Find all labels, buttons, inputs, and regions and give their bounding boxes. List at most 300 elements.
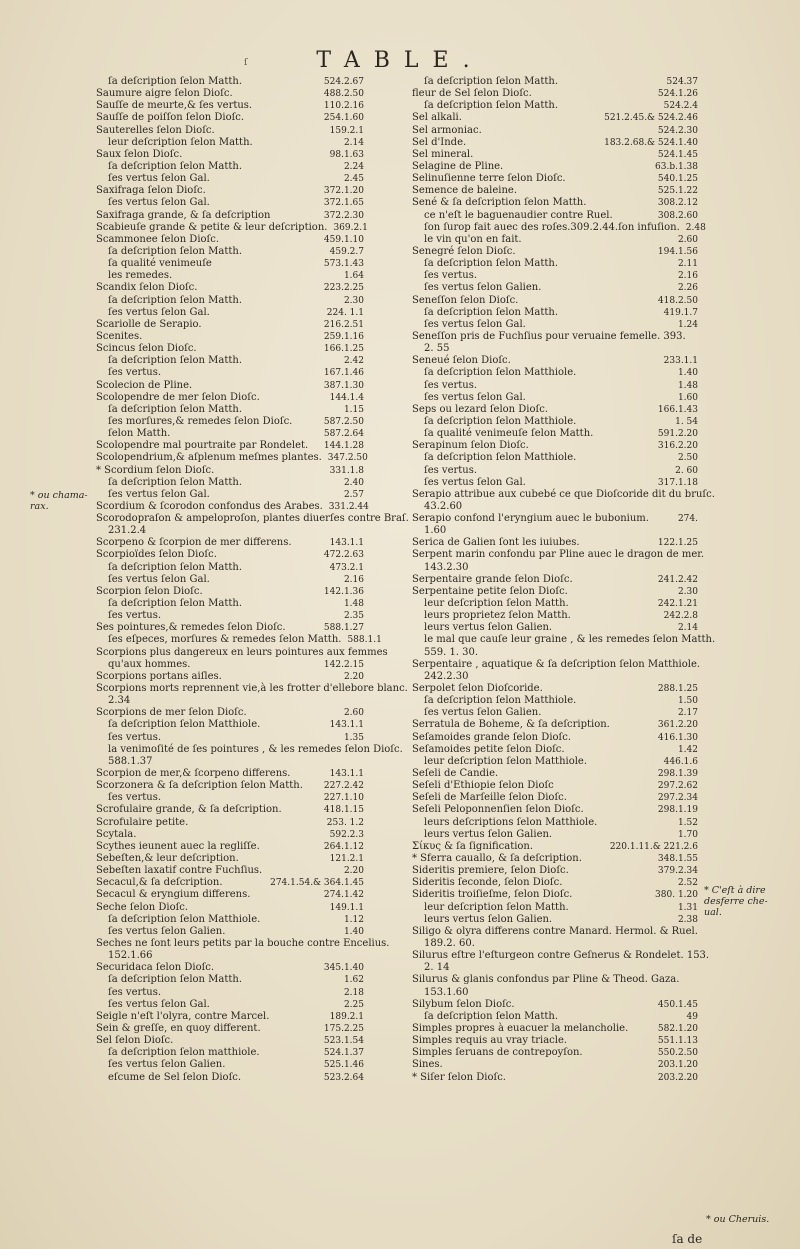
index-entry	[412, 246, 698, 258]
entry-text: ſa deſcription ſelon Matth.	[424, 100, 559, 112]
entry-text: le vin qu'on en fait.	[424, 233, 522, 245]
entry-page-ref: 525.1.22	[657, 186, 698, 197]
entry-page-ref: 194.1.56	[657, 246, 698, 257]
index-entry	[412, 537, 698, 549]
entry-text: ſelon Matth.	[108, 428, 171, 440]
entry-text: Scabieuſe grande & petite & leur deſcription.	[96, 221, 328, 233]
index-entry	[96, 149, 364, 161]
index-entry	[96, 1059, 364, 1071]
index-column-left	[96, 76, 409, 1084]
index-entry	[412, 683, 698, 695]
index-entry	[96, 598, 364, 610]
index-entry	[96, 343, 364, 355]
entry-text: ſa deſcription ſelon Matthiole.	[424, 695, 577, 707]
entry-page-ref: 189.2.1	[329, 1011, 364, 1022]
entry-text: ſa deſcription ſelon Matth.	[108, 355, 243, 367]
entry-text: Seches ne ſont leurs petits par la bouche contre Encelius.	[96, 937, 390, 949]
index-entry	[412, 149, 698, 161]
index-entry	[412, 1023, 698, 1035]
index-entry	[412, 307, 698, 319]
entry-page-ref: 419.1.7	[663, 307, 698, 318]
index-entry	[96, 489, 364, 501]
index-entry	[96, 574, 364, 586]
index-entry	[412, 744, 698, 756]
index-entry	[96, 865, 364, 877]
entry-text: Sel armoniac.	[412, 124, 482, 136]
entry-text: ſa deſcription ſelon Matthiole.	[108, 913, 261, 925]
entry-page-ref: 524.1.26	[657, 89, 698, 100]
entry-text: Sauterelles ſelon Dioſc.	[96, 124, 215, 136]
index-entry	[96, 161, 364, 173]
entry-text: leurs vertus ſelon Galien.	[424, 622, 553, 634]
entry-page-ref: 1.48	[343, 599, 364, 610]
entry-text: ſes vertus ſelon Gal.	[424, 476, 526, 488]
index-entry	[412, 926, 698, 938]
index-entry	[96, 719, 364, 731]
entry-page-ref: 254.1.60	[323, 113, 364, 124]
entry-page-ref: 159.2.1	[329, 125, 364, 136]
entry-text: ſes vertus.	[108, 367, 162, 379]
entry-text: Scorpioïdes ſelon Dioſc.	[96, 549, 217, 561]
entry-page-ref: 523.1.54	[323, 1036, 364, 1047]
entry-text: ſes vertus ſelon Gal.	[108, 998, 210, 1010]
entry-page-ref: 1.15	[343, 404, 364, 415]
entry-text: Securidaca ſelon Dioſc.	[96, 962, 215, 974]
entry-text: ſes vertus.	[108, 986, 162, 998]
entry-page-ref: 525.1.46	[323, 1060, 364, 1071]
index-entry	[412, 465, 698, 477]
index-entry	[96, 137, 364, 149]
entry-text: leur deſcription ſelon Matthiole.	[424, 755, 588, 767]
entry-text: 559. 1. 30.	[424, 646, 479, 658]
entry-text: ſes vertus ſelon Gal.	[424, 391, 526, 403]
entry-text: Sauſſe de poiſſon ſelon Dioſc.	[96, 112, 245, 124]
entry-text: Serpentaire grande ſelon Dioſc.	[412, 573, 573, 585]
entry-page-ref: 63.b.1.38	[655, 161, 698, 172]
entry-page-ref: 2.35	[343, 611, 364, 622]
index-entry	[412, 428, 698, 440]
index-entry	[96, 707, 364, 719]
index-entry	[412, 112, 698, 124]
entry-text: 231.2.4	[108, 525, 147, 537]
entry-text: Saxifraga ſelon Dioſc.	[96, 185, 206, 197]
entry-text: Scolopendrium,& aſplenum meſmes plantes.	[96, 452, 322, 464]
index-entry	[96, 452, 368, 464]
entry-text: Simples requis au vray triacle.	[412, 1035, 568, 1047]
index-entry	[412, 647, 698, 659]
index-entry	[412, 865, 698, 877]
entry-page-ref: 2.42	[343, 356, 364, 367]
entry-page-ref: 473.2.1	[329, 562, 364, 573]
entry-text: Secacul,& ſa deſcription.	[96, 877, 223, 889]
index-entry	[96, 258, 364, 270]
entry-text: ſa deſcription ſelon Matthiole.	[424, 367, 577, 379]
entry-text: Scolopendre de mer ſelon Dioſc.	[96, 391, 260, 403]
entry-text: Scorpions plus dangereux en leurs pointures aux femmes	[96, 646, 388, 658]
index-entry	[412, 889, 698, 901]
entry-text: Ses pointures,& remedes ſelon Dioſc.	[96, 622, 286, 634]
index-entry	[412, 707, 698, 719]
entry-text: Sebeſten laxatif contre Fuchſius.	[96, 865, 263, 877]
entry-page-ref: 121.2.1	[329, 854, 364, 864]
index-entry	[412, 440, 698, 452]
entry-page-ref: 166.1.25	[323, 344, 364, 355]
entry-text: Scariolle de Serapio.	[96, 318, 202, 330]
entry-page-ref: 167.1.46	[323, 368, 364, 379]
entry-text: Senegré ſelon Dioſc.	[412, 245, 516, 257]
entry-page-ref: 524.1.45	[657, 149, 698, 160]
index-entry	[412, 477, 698, 489]
index-entry	[412, 319, 698, 331]
index-entry	[412, 877, 698, 889]
entry-page-ref: 144.1.4	[329, 392, 364, 403]
entry-page-ref: 387.1.30	[323, 380, 364, 391]
index-entry	[412, 902, 698, 914]
index-entry	[412, 343, 698, 355]
entry-page-ref: 2. 60	[675, 465, 698, 476]
index-entry	[412, 829, 698, 841]
index-entry	[412, 574, 698, 586]
index-entry	[96, 76, 364, 88]
entry-text: Seſamoides grande ſelon Dioſc.	[412, 731, 572, 743]
entry-page-ref: 1.40	[677, 368, 698, 379]
entry-text: Scorpions portans aiſles.	[96, 670, 222, 682]
index-entry	[96, 610, 364, 622]
index-entry	[412, 161, 698, 173]
index-entry	[412, 137, 698, 149]
entry-text: Serapio confond l'eryngium auec le bubonium.	[412, 513, 649, 525]
entry-page-ref: 331.2.44	[328, 501, 369, 512]
index-entry	[96, 1023, 364, 1035]
entry-text: Scincus ſelon Dioſc.	[96, 343, 197, 355]
entry-text: ſon ſurop fait auec des roſes.309.2.44.ſon infuſion.	[424, 221, 680, 233]
entry-text: Semence de baleine.	[412, 185, 518, 197]
entry-page-ref: 345.1.40	[323, 963, 364, 974]
index-entry	[412, 974, 698, 986]
entry-text: ſes vertus ſelon Gal.	[108, 573, 210, 585]
entry-text: leur deſcription ſelon Matth.	[108, 136, 253, 148]
entry-page-ref: 242.2.8	[663, 611, 698, 622]
entry-text: leurs vertus ſelon Galien.	[424, 828, 553, 840]
index-entry	[412, 258, 698, 270]
entry-page-ref: 372.1.65	[323, 198, 364, 209]
entry-text: Selagine de Pline.	[412, 160, 504, 172]
entry-page-ref: 1.48	[677, 380, 698, 391]
entry-text: la venimoſité de ſes pointures , & les remedes ſelon Dioſc.	[108, 743, 403, 755]
entry-text: 588.1.37	[108, 755, 153, 767]
index-entry	[412, 732, 698, 744]
entry-page-ref: 331.1.8	[329, 465, 364, 476]
index-entry	[412, 853, 698, 865]
entry-page-ref: 592.2.3	[329, 829, 364, 840]
index-entry	[96, 987, 364, 999]
margin-note-right-bottom: * ou Cheruis.	[706, 1214, 770, 1225]
entry-text: * Sferra cauallo, & ſa deſcription.	[412, 853, 582, 864]
index-entry	[412, 367, 698, 379]
entry-page-ref: 297.2.62	[657, 781, 698, 792]
entry-text: Scorodopraſon & ampeloproſon, plantes diuerſes contre Braſ.	[96, 513, 409, 525]
entry-page-ref: 259.1.16	[323, 331, 364, 342]
index-entry	[96, 319, 364, 331]
entry-text: ſa deſcription ſelon Matth.	[108, 561, 243, 573]
entry-page-ref: 2.50	[677, 453, 698, 464]
index-entry	[412, 221, 706, 234]
entry-page-ref: 308.2.60	[657, 210, 698, 221]
index-entry	[412, 622, 698, 634]
entry-text: ſa deſcription ſelon Matth.	[108, 76, 243, 87]
entry-text: ſes vertus ſelon Gal.	[108, 488, 210, 500]
entry-text: Seche ſelon Dioſc.	[96, 901, 189, 913]
entry-page-ref: 308.2.12	[657, 198, 698, 209]
entry-text: Scorpion de mer,& ſcorpeno differens.	[96, 768, 291, 780]
entry-page-ref: 122.1.25	[657, 538, 698, 549]
index-entry	[412, 392, 698, 404]
entry-text: qu'aux hommes.	[108, 658, 191, 670]
index-entry	[96, 974, 364, 986]
entry-text: Silurus & glanis confondus par Pline & Theod. Gaza.	[412, 974, 680, 986]
entry-page-ref: 524.2.30	[657, 125, 698, 136]
index-entry	[96, 817, 364, 829]
index-entry	[96, 829, 364, 841]
index-entry	[96, 221, 368, 234]
entry-page-ref: 418.2.50	[657, 295, 698, 306]
index-entry	[412, 513, 698, 525]
entry-text: Sauſſe de meurte,& ſes vertus.	[96, 100, 253, 112]
index-entry	[412, 658, 701, 671]
index-entry	[412, 817, 698, 829]
entry-page-ref: 348.1.55	[657, 854, 698, 864]
entry-text: ſes morſures,& remedes ſelon Dioſc.	[108, 415, 293, 427]
entry-text: ſa deſcription ſelon Matth.	[108, 160, 243, 172]
index-entry	[96, 197, 364, 209]
entry-page-ref: 2.30	[343, 295, 364, 306]
entry-text: Seps ou lezard ſelon Dioſc.	[412, 403, 549, 415]
entry-page-ref: 1.64	[343, 271, 364, 282]
index-entry	[96, 586, 364, 598]
entry-text: le mal que cauſe leur graine , & les remedes ſelon Matth.	[424, 634, 716, 646]
index-entry	[96, 659, 364, 671]
index-entry	[96, 683, 408, 695]
entry-text: ſes vertus.	[424, 379, 478, 391]
margin-note-left: * ou chama- rax.	[30, 490, 88, 512]
entry-page-ref: 1.50	[677, 696, 698, 707]
entry-text: Scythes ieunent auec la regliſſe.	[96, 840, 260, 852]
entry-text: ſes vertus ſelon Galien.	[108, 925, 226, 937]
index-entry	[96, 100, 364, 112]
entry-text: Simples ſeruans de contrepoyſon.	[412, 1047, 583, 1059]
entry-page-ref: 588.1.27	[323, 623, 364, 634]
entry-text: 143.2.30	[424, 561, 469, 573]
index-entry	[96, 792, 364, 804]
entry-page-ref: 264.1.12	[323, 841, 364, 852]
entry-page-ref: 166.1.43	[657, 404, 698, 415]
entry-text: Silybum ſelon Dioſc.	[412, 998, 515, 1010]
entry-page-ref: 1.24	[677, 319, 698, 330]
entry-page-ref: 2.30	[677, 586, 698, 597]
entry-page-ref: 524.2.67	[323, 77, 364, 87]
entry-page-ref: 298.1.19	[657, 805, 698, 816]
entry-page-ref: 227.1.10	[323, 793, 364, 804]
index-entry	[96, 525, 364, 537]
entry-page-ref: 2.18	[343, 987, 364, 998]
entry-page-ref: 274.	[677, 514, 698, 525]
index-entry	[96, 902, 364, 914]
entry-page-ref: 347.2.50	[327, 453, 368, 464]
entry-page-ref: 524.37	[666, 77, 698, 87]
entry-text: Serica de Galien ſont les iuiubes.	[412, 537, 580, 549]
entry-text: 2. 55	[424, 343, 450, 355]
index-entry	[96, 355, 364, 367]
entry-page-ref: 2.20	[343, 671, 364, 682]
entry-text: Scytala.	[96, 828, 137, 840]
entry-page-ref: 521.2.45.& 524.2.46	[604, 113, 698, 124]
entry-text: 152.1.66	[108, 950, 153, 962]
entry-text: 153.1.60	[424, 986, 469, 998]
index-entry	[412, 270, 698, 282]
entry-text: ſa deſcription ſelon Matthiole.	[424, 452, 577, 464]
entry-text: Sein & greſſe, en quoy different.	[96, 1022, 261, 1034]
entry-page-ref: 551.1.13	[657, 1036, 698, 1047]
index-entry	[412, 185, 698, 197]
entry-page-ref: 2.60	[343, 708, 364, 719]
entry-text: leur deſcription ſelon Matth.	[424, 598, 569, 610]
entry-page-ref: 380. 1.20	[655, 890, 698, 901]
entry-page-ref: 2.26	[677, 283, 698, 294]
index-entry	[96, 732, 364, 744]
index-entry	[96, 1072, 364, 1084]
entry-text: 1.60	[424, 525, 447, 537]
index-entry	[96, 756, 364, 768]
entry-text: ſa deſcription ſelon Matth.	[108, 598, 243, 610]
entry-text: ſa deſcription ſelon Matth.	[424, 1010, 559, 1022]
index-entry	[96, 428, 364, 440]
entry-text: ſes vertus ſelon Galien.	[108, 1059, 226, 1071]
entry-page-ref: 587.2.64	[323, 429, 364, 440]
index-entry	[96, 246, 364, 258]
entry-text: Serapio attribue aux cubebé ce que Dioſcoride dit du bruſc.	[412, 488, 715, 500]
entry-text: ſa deſcription ſelon Matth.	[108, 476, 243, 488]
entry-page-ref: 1.52	[677, 817, 698, 828]
entry-text: ſa deſcription ſelon Matth.	[108, 974, 243, 986]
entry-text: Seneſſon pris de Fuchſius pour veruaine femelle. 393.	[412, 330, 686, 342]
entry-text: ſa qualité venimeuſe	[108, 258, 212, 270]
entry-text: ſes vertus.	[108, 792, 162, 804]
entry-page-ref: 2.14	[677, 623, 698, 634]
entry-page-ref: 143.1.1	[329, 769, 364, 780]
entry-text: ſes eſpeces, morſures & remedes ſelon Matth.	[108, 634, 342, 646]
entry-text: ſa deſcription ſelon Matth.	[108, 294, 243, 306]
entry-page-ref: 2.16	[677, 271, 698, 282]
index-entry	[412, 756, 698, 768]
index-entry	[412, 780, 698, 792]
index-entry	[96, 477, 364, 489]
index-entry	[412, 598, 698, 610]
entry-text: Sideritis ſeconde, ſelon Dioſc.	[412, 877, 563, 889]
index-entry	[96, 877, 364, 889]
entry-text: ſa deſcription ſelon Matth.	[424, 258, 559, 270]
index-entry	[96, 173, 364, 185]
entry-page-ref: 2.57	[343, 489, 364, 500]
index-entry	[412, 938, 698, 950]
entry-text: Saumure aigre ſelon Dioſc.	[96, 88, 233, 100]
entry-text: ſes vertus ſelon Gal.	[108, 173, 210, 185]
entry-text: Simples propres à euacuer la melancholie.	[412, 1022, 629, 1034]
index-entry	[96, 841, 364, 853]
index-entry	[412, 295, 698, 307]
entry-page-ref: 227.2.42	[323, 781, 364, 792]
index-entry	[412, 416, 698, 428]
index-entry	[96, 125, 364, 137]
entry-page-ref: 203.2.20	[657, 1072, 698, 1083]
index-entry	[412, 1059, 698, 1071]
entry-text: Seſeli d'Ethiopie ſelon Dioſc	[412, 780, 554, 792]
entry-text: Sebeſten,& leur deſcription.	[96, 853, 239, 864]
index-entry	[96, 622, 364, 634]
entry-text: Serpolet ſelon Dioſcoride.	[412, 683, 543, 695]
entry-page-ref: 523.2.64	[323, 1072, 364, 1083]
index-entry	[412, 950, 710, 962]
index-entry	[412, 634, 716, 646]
entry-page-ref: 2.20	[343, 866, 364, 877]
entry-text: Seſeli de Marſeille ſelon Dioſc.	[412, 792, 567, 804]
index-entry	[412, 1011, 698, 1023]
index-entry	[96, 88, 364, 100]
entry-text: ſes vertus ſelon Gal.	[108, 197, 210, 209]
index-entry	[96, 440, 364, 452]
entry-text: ſes vertus.	[424, 270, 478, 282]
entry-page-ref: 446.1.6	[663, 756, 698, 767]
index-entry	[96, 768, 364, 780]
entry-text: Secacul & eryngium differens.	[96, 889, 251, 901]
entry-text: ſa deſcription ſelon matthiole.	[108, 1047, 260, 1059]
index-entry	[412, 100, 698, 112]
entry-page-ref: 241.2.42	[657, 574, 698, 585]
entry-page-ref: 49	[686, 1011, 698, 1022]
index-entry	[412, 914, 698, 926]
entry-page-ref: 540.1.25	[657, 174, 698, 185]
index-entry	[96, 780, 364, 792]
index-entry	[412, 671, 698, 683]
index-entry	[412, 197, 698, 209]
entry-page-ref: 416.1.30	[657, 732, 698, 743]
entry-text: leur deſcription ſelon Matth.	[424, 901, 569, 913]
entry-text: Scorpeno & ſcorpion de mer differens.	[96, 537, 292, 549]
entry-page-ref: 573.1.43	[323, 259, 364, 270]
index-entry	[412, 695, 698, 707]
entry-text: Seſeli Peloponnenſien ſelon Dioſc.	[412, 804, 584, 816]
entry-text: Σίκυς & ſa ſignification.	[412, 840, 534, 852]
index-entry	[96, 562, 364, 574]
entry-text: Sines.	[412, 1059, 443, 1071]
index-entry	[412, 999, 698, 1011]
entry-text: Scorpions morts reprennent vie,à les frotter d'ellebore blanc.	[96, 683, 408, 695]
index-entry	[412, 404, 698, 416]
entry-page-ref: 316.2.20	[657, 441, 698, 452]
entry-page-ref: 1.31	[677, 902, 698, 913]
entry-text: Sené & ſa deſcription ſelon Matth.	[412, 197, 587, 209]
entry-page-ref: 253. 1.2	[326, 817, 364, 828]
index-entry	[96, 112, 364, 124]
entry-text: Scrofulaire petite.	[96, 816, 189, 828]
entry-text: ſa deſcription ſelon Matthiole.	[424, 415, 577, 427]
entry-page-ref: 459.1.10	[323, 234, 364, 245]
entry-text: Serpent marin confondu par Pline auec le dragon de mer.	[412, 549, 705, 561]
entry-page-ref: 550.2.50	[657, 1048, 698, 1059]
index-entry	[96, 380, 364, 392]
entry-text: ſes vertus ſelon Galien.	[424, 707, 542, 719]
entry-page-ref: 1.60	[677, 392, 698, 403]
index-entry	[412, 1047, 698, 1059]
